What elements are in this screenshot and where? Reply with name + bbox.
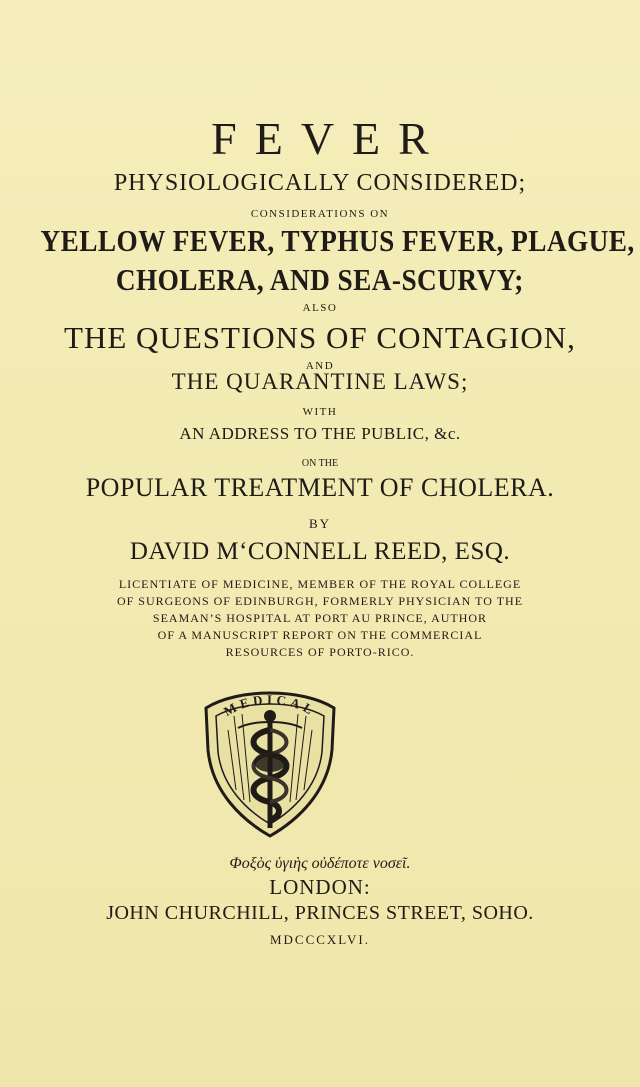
publisher: JOHN CHURCHILL, PRINCES STREET, SOHO. <box>106 902 534 924</box>
considerations-label: CONSIDERATIONS ON <box>250 208 390 220</box>
diseases-line-1: YELLOW FEVER, TYPHUS FEVER, PLAGUE, <box>40 223 635 258</box>
treatment-line: POPULAR TREATMENT OF CHOLERA. <box>85 473 555 502</box>
diseases-line-2: CHOLERA, AND SEA-SCURVY; <box>115 262 524 297</box>
credentials-line: OF A MANUSCRIPT REPORT ON THE COMMERCIAL <box>157 628 483 642</box>
book-title: FEVER <box>211 113 447 164</box>
book-subtitle: PHYSIOLOGICALLY CONSIDERED; <box>113 170 527 196</box>
caduceus-shield-icon <box>198 670 342 840</box>
by-label: BY <box>308 516 332 531</box>
on-the-label: ON THE <box>301 458 339 469</box>
emblem-text: MEDICAL <box>221 691 320 720</box>
credentials-line: RESOURCES OF PORTO-RICO. <box>225 645 415 659</box>
publication-place: LONDON: <box>269 875 371 899</box>
author-name: DAVID M‘CONNELL REED, ESQ. <box>129 538 511 565</box>
greek-motto: Φοξὸς ὑγιὴς οὐδέποτε νοσεῖ. <box>229 855 411 872</box>
credentials-line: SEAMAN’S HOSPITAL AT PORT AU PRINCE, AUTHOR <box>152 611 488 625</box>
credentials-line: LICENTIATE OF MEDICINE, MEMBER OF THE ROYAL COLLEGE <box>118 577 522 591</box>
and-label: AND <box>305 360 335 372</box>
quarantine-line: THE QUARANTINE LAWS; <box>171 369 469 394</box>
also-label: ALSO <box>302 302 338 314</box>
publication-year: MDCCCXLVI. <box>269 932 371 947</box>
with-label: WITH <box>302 406 338 418</box>
contagion-line: THE QUESTIONS OF CONTAGION, <box>64 320 576 355</box>
credentials-line: OF SURGEONS OF EDINBURGH, FORMERLY PHYSICIAN TO THE <box>116 594 524 608</box>
address-line: AN ADDRESS TO THE PUBLIC, &c. <box>179 424 461 443</box>
